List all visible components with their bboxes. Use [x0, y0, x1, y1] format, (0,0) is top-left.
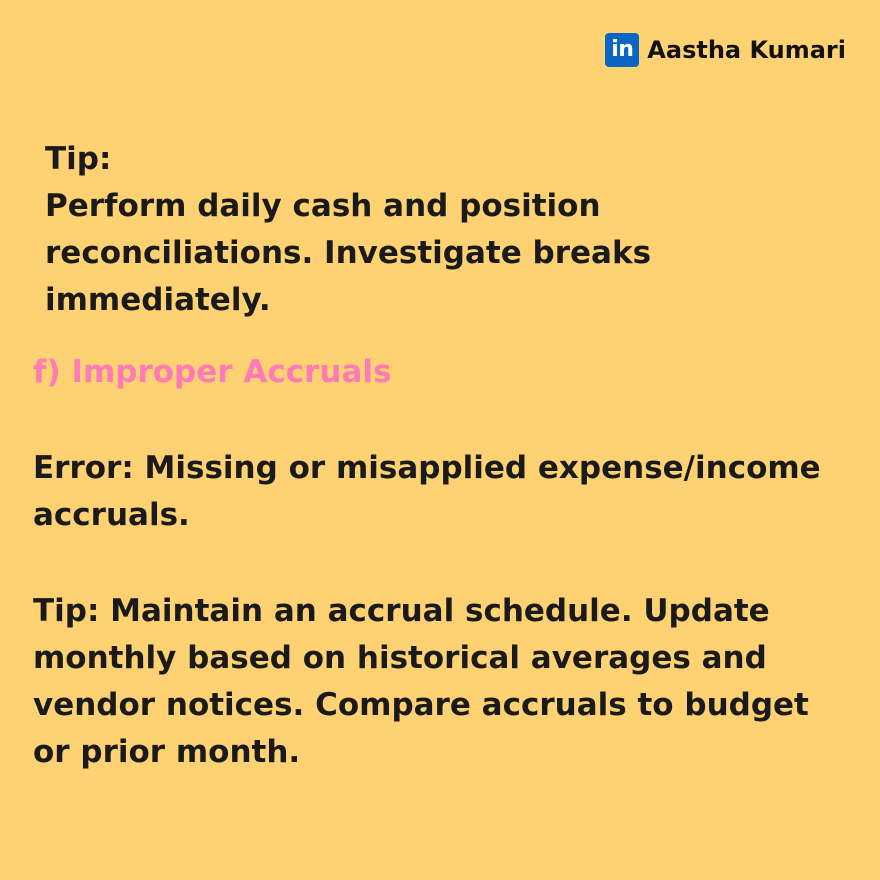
- tip-reconciliation: [45, 136, 835, 324]
- author-header: [605, 33, 846, 67]
- author-name: Aastha Kumari: [647, 36, 846, 64]
- tip-text: Perform daily cash and position reconciliations. Investigate breaks immediately.: [45, 188, 662, 318]
- tip-label: Tip:: [45, 141, 112, 177]
- error-text: Error: Missing or misapplied expense/income accruals.: [33, 450, 821, 533]
- linkedin-icon[interactable]: in: [605, 33, 639, 67]
- section-title: f) Improper Accruals: [33, 354, 392, 390]
- tip-accrual: Tip: Maintain an accrual schedule. Update monthly based on historical averages and vendor notices. Compare accruals to budget or prior month.: [33, 593, 809, 770]
